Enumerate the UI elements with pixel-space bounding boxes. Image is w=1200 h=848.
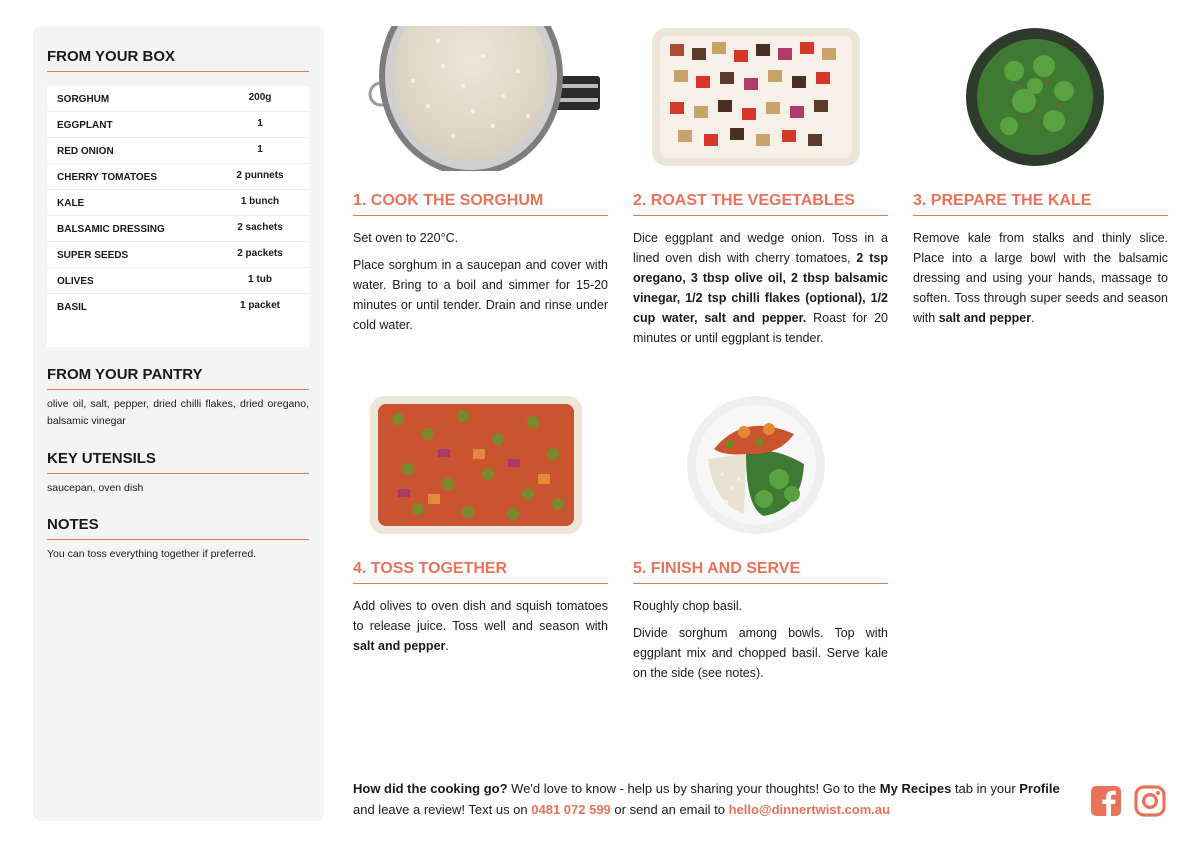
ingredient-qty: 2 packets: [237, 248, 283, 259]
step-2-text-c: Roast for 20 minutes or until eggplant is tender.: [633, 311, 888, 345]
step-2-text-a: Dice eggplant and wedge onion. Toss in a lined oven dish with cherry tomatoes,: [633, 231, 888, 265]
footer-text: or send an email to: [610, 802, 729, 817]
ingredient-qty: 1: [257, 118, 263, 129]
table-row: [47, 112, 309, 138]
table-row: [47, 86, 309, 112]
step-1-text: Place sorghum in a saucepan and cover with water. Bring to a boil and simmer for 15-20 minutes or until tender. Drain and rinse under cold water.: [353, 258, 608, 332]
ingredient-name: OLIVES: [57, 276, 94, 287]
table-row: [47, 268, 309, 294]
step-4-title: 4. TOSS TOGETHER: [353, 560, 608, 584]
kale-bowl-photo: [964, 26, 1106, 168]
sorghum-photo: [353, 26, 608, 171]
step-2-body: [633, 228, 888, 355]
footer-text: We'd love to know - help us by sharing your thoughts! Go to the: [507, 781, 880, 796]
ingredients-sidebar: [33, 26, 324, 821]
step-3-text: [913, 228, 1168, 328]
table-row: [47, 242, 309, 268]
ingredient-qty: 200g: [248, 92, 272, 103]
from-your-box-heading: FROM YOUR BOX: [47, 48, 309, 72]
step-5-body: [633, 596, 888, 690]
ingredient-qty: 2 punnets: [236, 170, 284, 181]
step-3-text-c: .: [1031, 311, 1035, 325]
notes-text: You can toss everything together if preferred.: [47, 548, 257, 560]
step-4-text: [353, 596, 608, 656]
step-5-text: Divide sorghum among bowls. Top with eggplant mix and chopped basil. Serve kale on the side (see notes).: [633, 626, 888, 680]
step-2-title: 2. ROAST THE VEGETABLES: [633, 192, 888, 216]
step-5-text: Roughly chop basil.: [633, 599, 743, 613]
facebook-icon[interactable]: [1090, 785, 1122, 817]
ingredient-name: KALE: [57, 198, 85, 209]
step-1-body: [353, 228, 608, 342]
step-4-text-bold: salt and pepper: [353, 639, 446, 653]
ingredient-name: BASIL: [57, 302, 87, 313]
ingredient-qty: 1: [257, 144, 263, 155]
notes-heading: NOTES: [47, 516, 309, 540]
instagram-icon[interactable]: [1134, 785, 1166, 817]
footer-question: How did the cooking go?: [353, 781, 508, 796]
my-recipes-label: My Recipes: [879, 781, 952, 796]
phone-link[interactable]: 0481 072 599: [531, 802, 611, 817]
table-row: [47, 190, 309, 216]
finish-serve-photo: [684, 394, 828, 536]
footer-text: and leave a review! Text us on: [353, 802, 532, 817]
table-row: [47, 294, 309, 320]
ingredient-name: SUPER SEEDS: [57, 250, 129, 261]
step-4-text-c: .: [445, 639, 449, 653]
ingredient-qty: 2 sachets: [237, 222, 283, 233]
box-ingredients-table: [47, 86, 309, 347]
step-3-text-bold: salt and pepper: [938, 311, 1032, 325]
footer-text: tab in your: [951, 781, 1020, 796]
step-4-text-a: Add olives to oven dish and squish tomatoes to release juice. Toss well and season with: [353, 599, 608, 633]
ingredient-qty: 1 bunch: [240, 196, 280, 207]
ingredient-name: RED ONION: [57, 146, 114, 157]
pantry-text: olive oil, salt, pepper, dried chilli flakes, dried oregano, balsamic vinegar: [47, 398, 309, 427]
utensils-text: saucepan, oven dish: [47, 482, 144, 494]
toss-together-photo: [368, 394, 584, 536]
profile-label: Profile: [1019, 781, 1060, 796]
table-row: [47, 164, 309, 190]
roast-vegetables-photo: [650, 26, 862, 168]
ingredient-name: SORGHUM: [57, 94, 110, 105]
ingredient-name: EGGPLANT: [57, 120, 113, 131]
feedback-footer: [353, 778, 1073, 820]
ingredient-name: BALSAMIC DRESSING: [57, 224, 165, 235]
from-your-pantry-heading: FROM YOUR PANTRY: [47, 366, 309, 390]
key-utensils-heading: KEY UTENSILS: [47, 450, 309, 474]
ingredient-qty: 1 tub: [248, 274, 272, 285]
step-4-body: [353, 596, 608, 663]
step-3-body: [913, 228, 1168, 335]
step-2-text-bold: 2 tsp oregano, 3 tbsp olive oil, 2 tbsp balsamic vinegar, 1/2 tsp chilli flakes (optional), 1/2 cup water, salt and pepper.: [633, 251, 888, 325]
ingredient-name: CHERRY TOMATOES: [57, 172, 158, 183]
step-1-text: Set oven to 220°C.: [353, 231, 459, 245]
table-row: [47, 216, 309, 242]
step-3-title: 3. PREPARE THE KALE: [913, 192, 1168, 216]
step-3-text-a: Remove kale from stalks and thinly slice. Place into a large bowl with the balsamic dressing and using your hands, massage to soften. Toss through super seeds and season with: [913, 231, 1168, 325]
step-1-title: 1. COOK THE SORGHUM: [353, 192, 608, 216]
email-link[interactable]: hello@dinnertwist.com.au: [728, 802, 891, 817]
step-2-text: [633, 228, 888, 348]
ingredient-qty: 1 packet: [239, 300, 281, 311]
step-5-title: 5. FINISH AND SERVE: [633, 560, 888, 584]
table-row: [47, 138, 309, 164]
